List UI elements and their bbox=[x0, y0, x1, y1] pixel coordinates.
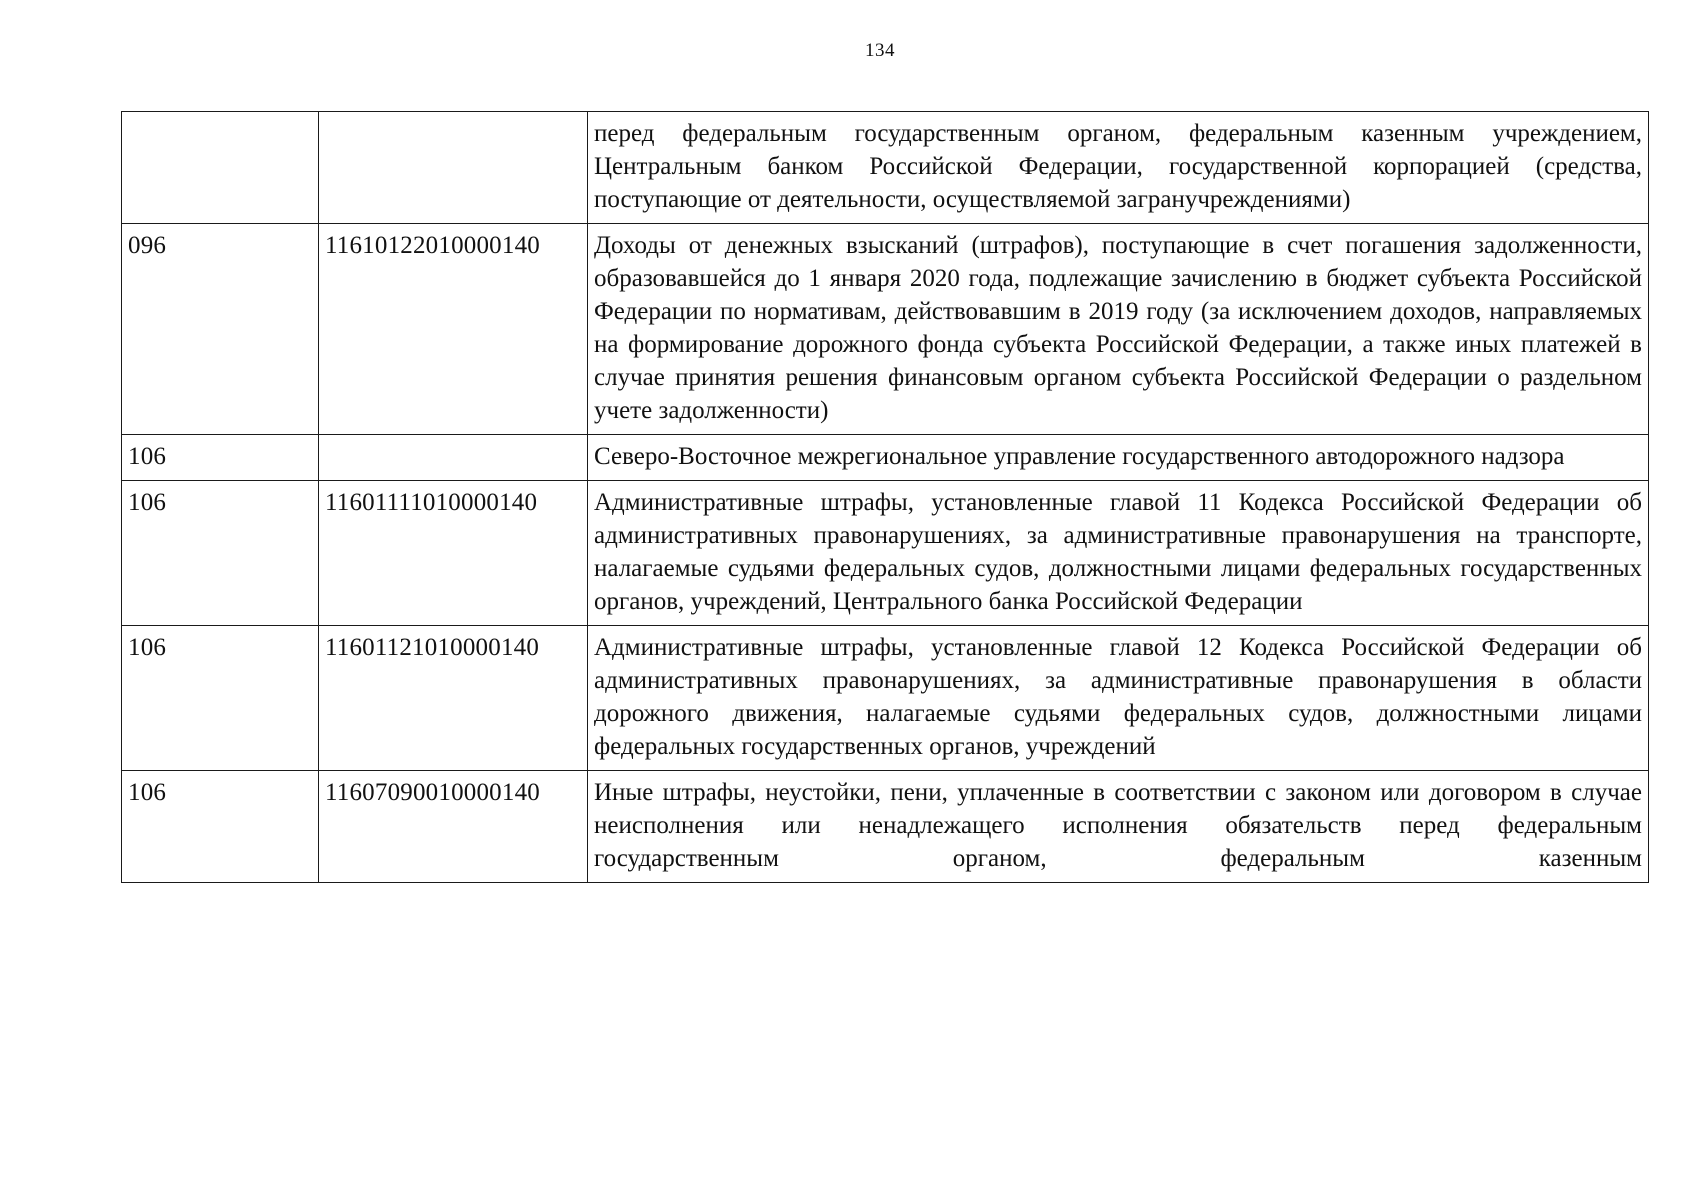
table-row bbox=[122, 435, 1649, 481]
admin-code-cell: 106 bbox=[122, 771, 319, 883]
table-row bbox=[122, 224, 1649, 435]
income-code-cell: 11601121010000140 bbox=[319, 626, 588, 771]
income-code-cell: 11607090010000140 bbox=[319, 771, 588, 883]
admin-code-cell: 096 bbox=[122, 224, 319, 435]
description-cell: Административные штрафы, установленные главой 12 Кодекса Российской Федерации об административных правонарушениях, за административные правонарушения в области дорожного движения, налагаемые судьями федеральных судов, должностными лицами федеральных государственных органов, учреждений bbox=[588, 626, 1649, 771]
description-cell: Административные штрафы, установленные главой 11 Кодекса Российской Федерации об административных правонарушениях, за административные правонарушения на транспорте, налагаемые судьями федеральных судов, должностными лицами федеральных государственных органов, учреждений, Центрального банка Российской Федерации bbox=[588, 481, 1649, 626]
income-code-cell bbox=[319, 112, 588, 224]
description-cell: перед федеральным государственным органом, федеральным казенным учреждением, Центральным банком Российской Федерации, государственной корпорацией (средства, поступающие от деятельности, осуществляемой загранучреждениями) bbox=[588, 112, 1649, 224]
description-cell: Доходы от денежных взысканий (штрафов), поступающие в счет погашения задолженности, образовавшейся до 1 января 2020 года, подлежащие зачислению в бюджет субъекта Российской Федерации по нормативам, действовавшим в 2019 году (за исключением доходов, направляемых на формирование дорожного фонда субъекта Российской Федерации, а также иных платежей в случае принятия решения финансовым органом субъекта Российской Федерации о раздельном учете задолженности) bbox=[588, 224, 1649, 435]
admin-code-cell: 106 bbox=[122, 435, 319, 481]
description-cell: Иные штрафы, неустойки, пени, уплаченные в соответствии с законом или договором в случае неисполнения или ненадлежащего исполнения обязательств перед федеральным государственным органом, федеральным казенным bbox=[588, 771, 1649, 883]
income-code-cell: 11610122010000140 bbox=[319, 224, 588, 435]
budget-codes-table bbox=[121, 111, 1649, 883]
table-row bbox=[122, 626, 1649, 771]
admin-code-cell: 106 bbox=[122, 481, 319, 626]
description-cell: Северо-Восточное межрегиональное управление государственного автодорожного надзора bbox=[588, 435, 1649, 481]
table-row bbox=[122, 112, 1649, 224]
admin-code-cell: 106 bbox=[122, 626, 319, 771]
income-code-cell: 11601111010000140 bbox=[319, 481, 588, 626]
table-row bbox=[122, 771, 1649, 883]
admin-code-cell bbox=[122, 112, 319, 224]
table-row bbox=[122, 481, 1649, 626]
income-code-cell bbox=[319, 435, 588, 481]
page-number: 134 bbox=[865, 40, 895, 61]
